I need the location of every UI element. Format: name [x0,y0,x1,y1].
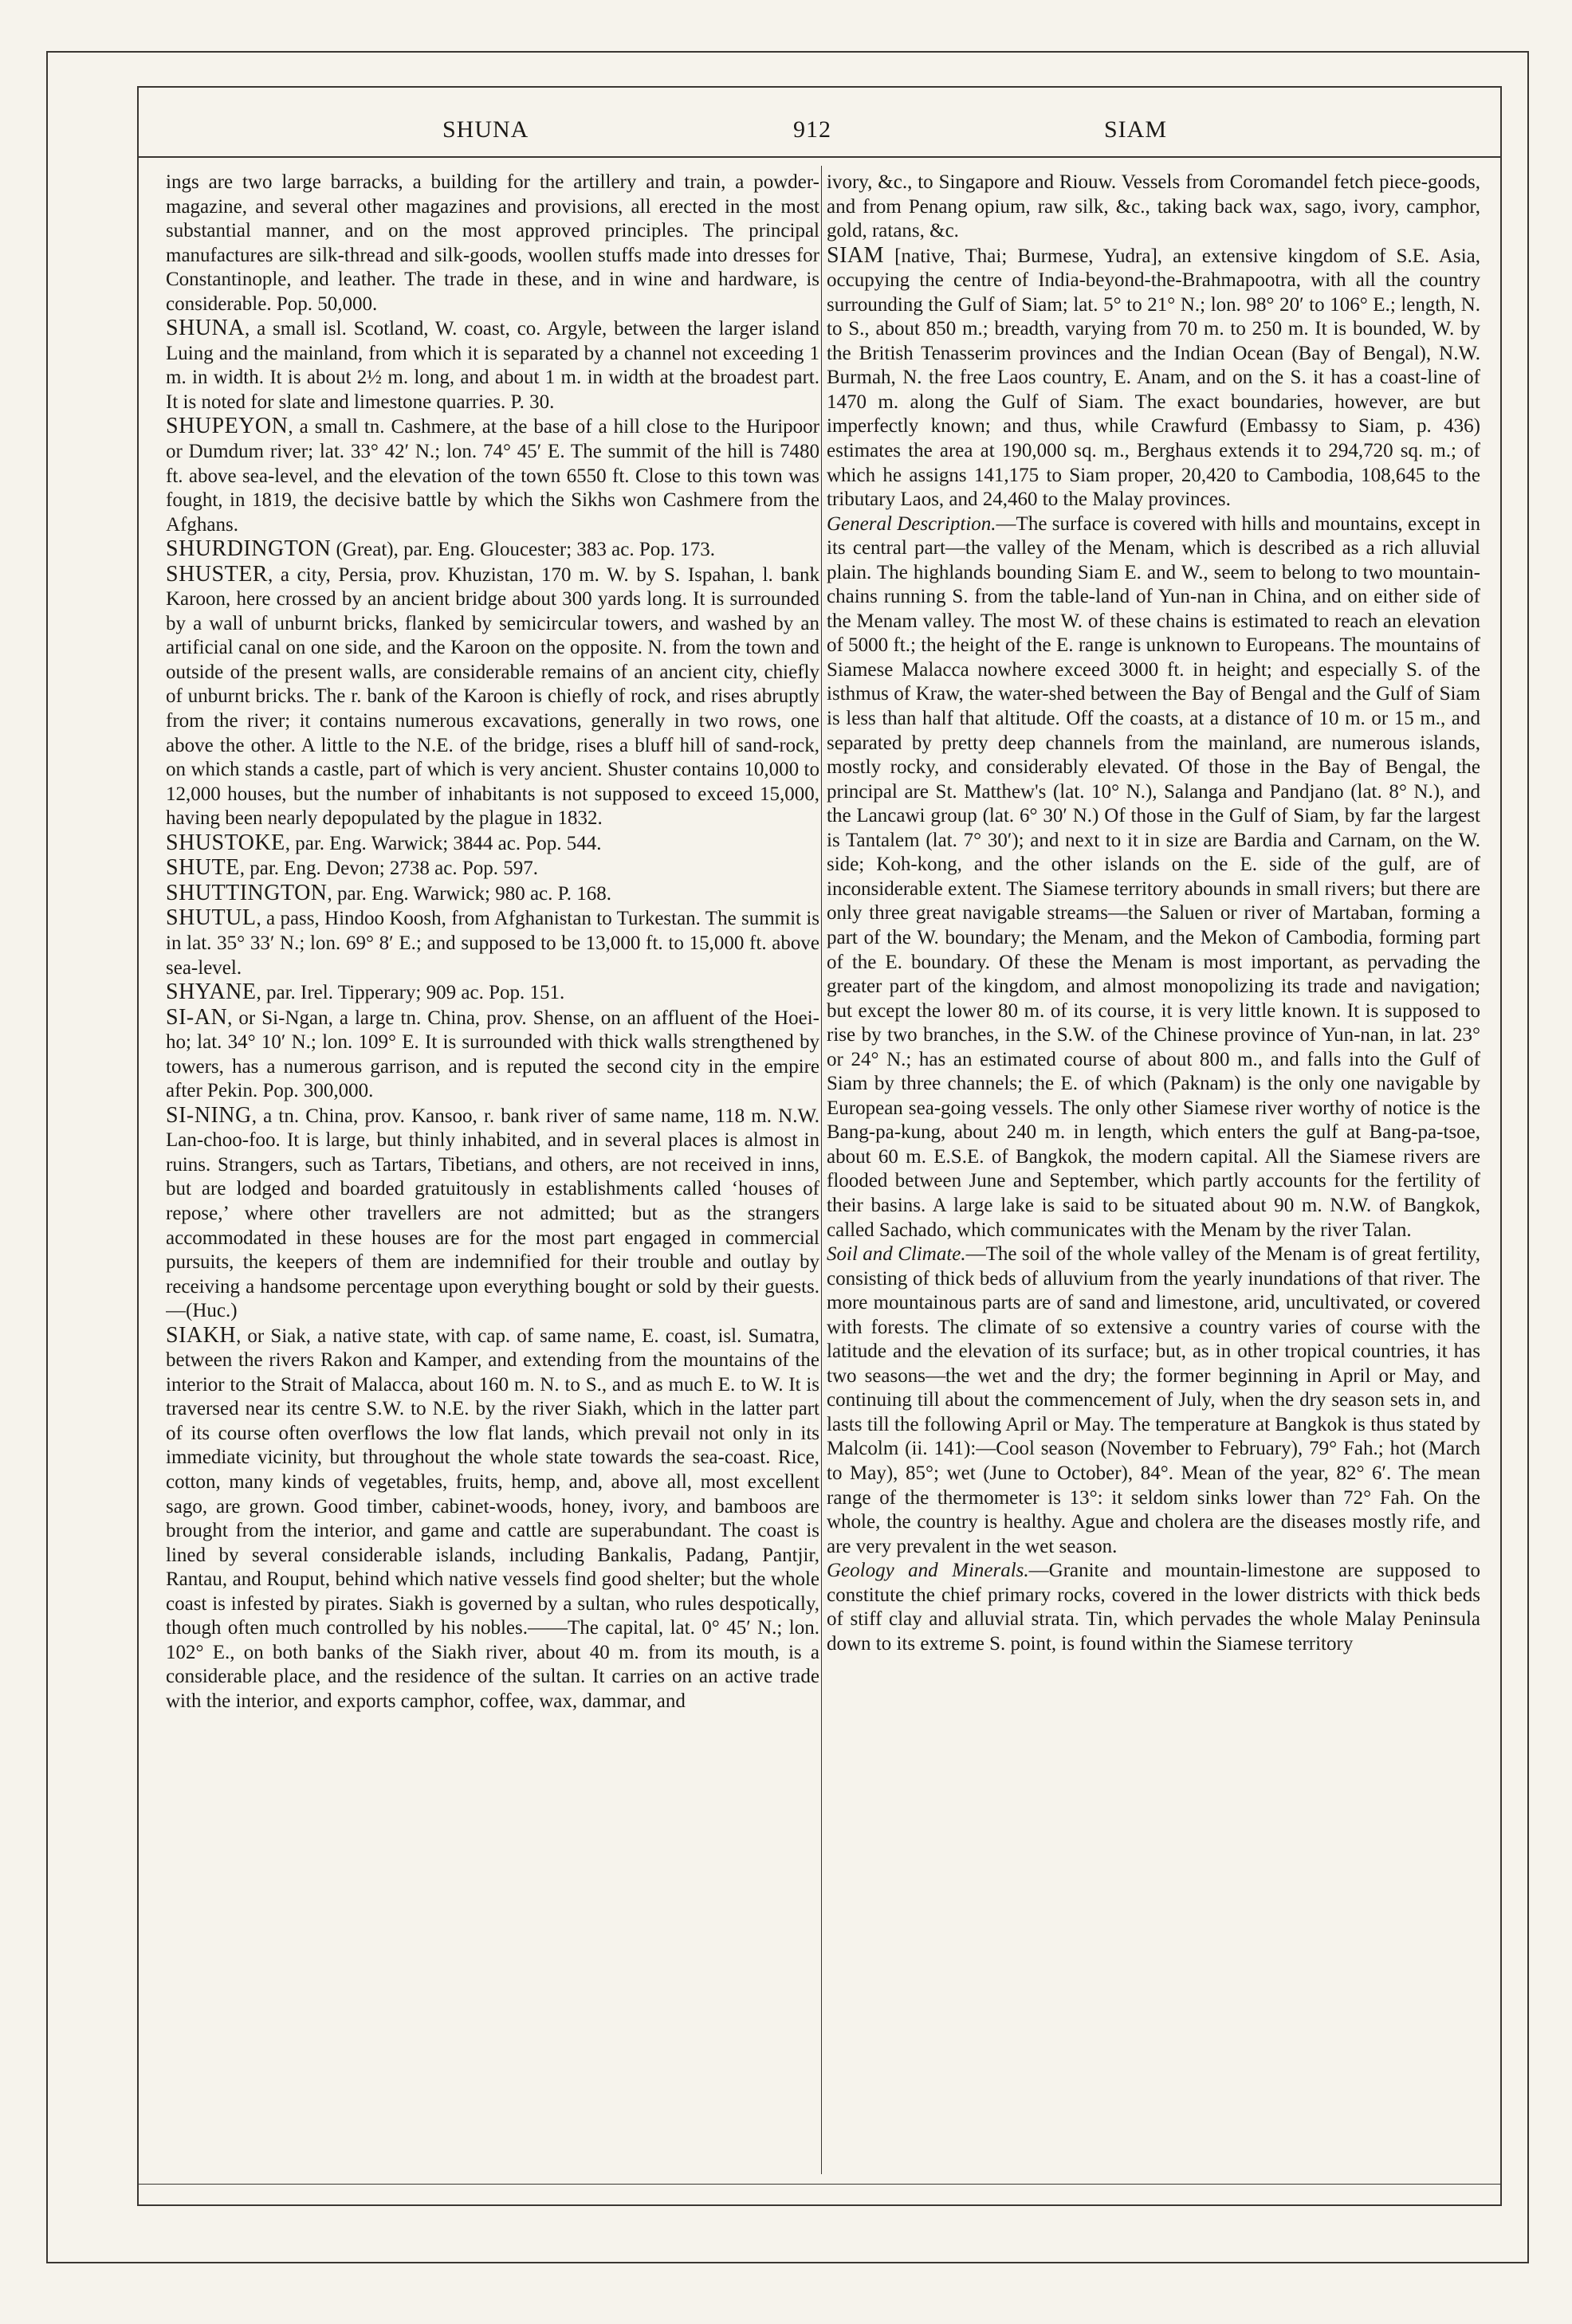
header-left-word: SHUNA [442,116,529,143]
entry-shuttington: SHUTTINGTON, par. Eng. Warwick; 980 ac. P. 168. [166,880,612,905]
entry-shurdington: SHURDINGTON (Great), par. Eng. Gloucester; 383 ac. Pop. 173. [166,536,716,562]
entry-shutul: SHUTUL, a pass, Hindoo Koosh, from Afghanistan to Turkestan. The summit is in lat. 35° 33′ N.; lon. 69° 8′ E.; and supposed to be 13,000 ft. to 15,000 ft. above sea-level. [166,905,819,979]
entry-si-an: SI-AN, or Si-Ngan, a large tn. China, prov. Shense, on an affluent of the Hoei-ho; lat. 34° 10′ N.; lon. 109° E. It is surrounded with thick walls strengthened by towers, has a numerous garrison, and is reputed the second city in the empire after Pekin. Pop. 300,000. [166,1004,819,1102]
entry-si-ning: SI-NING, a tn. China, prov. Kansoo, r. bank river of same name, 118 m. N.W. Lan-choo-foo. It is large, but thinly inhabited, and in several places is almost in ruins. Strangers, such as Tartars, Tibetians, and others, are not received in inns, but are lodged and boarded gratuitously in establishments called ‘houses of repose,’ where other travellers are not admitted; but as the strangers accommodated in these houses are for the most part engaged in commercial pursuits, the keepers of them are indemnified for their trouble and outlay by receiving a handsome percentage upon everything bought or sold by their guests.—(Huc.) [166,1102,819,1322]
outer-frame-left [46,51,48,2263]
entry-shupeyon: SHUPEYON, a small tn. Cashmere, at the base of a hill close to the Huripoor or Dumdum river; lat. 33° 42′ N.; lon. 74° 45′ E. The summit of the hill is 7480 ft. above sea-level, and the elevation of the town 6550 ft. Close to this town was fought, in 1819, the decisive battle by which the Sikhs won Cashmere from the Afghans. [166,414,819,536]
entry-shute: SHUTE, par. Eng. Devon; 2738 ac. Pop. 597. [166,855,538,881]
inner-frame-left [137,86,139,2206]
inner-frame-top [137,86,1502,88]
outer-frame-bottom [46,2262,1529,2263]
outer-frame-top [46,51,1529,53]
entry-shuna: SHUNA, a small isl. Scotland, W. coast, co. Argyle, between the larger island Luing and the mainland, from which it is separated by a channel not exceeding 1 m. in width. It is about 2½ m. long, and about 1 m. in width at the broadest part. It is noted for slate and limestone quarries. P. 30. [166,316,819,413]
section-soil-climate: Soil and Climate.—The soil of the whole valley of the Menam is of great fertility, consisting of thick beds of alluvium from the yearly inundations of that river. The more mountainous parts are of sand and limestone, arid, uncultivated, or covered with forests. The climate of so extensive a country varies of course with the latitude and the elevation of its surface; but, as in other tropical countries, it has two seasons—the wet and the dry; the former beginning in April or May, and continuing till about the commencement of July, when the dry season sets in, and lasts till the following April or May. The temperature at Bangkok is thus stated by Malcolm (ii. 141):—Cool season (November to February), 79° Fah.; hot (March to May), 85°; wet (June to October), 84°. Mean of the year, 82° 6′. The mean range of the thermometer is 13°: it seldom sinks lower than 72° Fah. On the whole, the country is healthy. Ague and cholera are the diseases mostly rife, and are very prevalent in the wet season. [827,1243,1480,1557]
inner-frame-bottom [137,2204,1502,2206]
header-right-word: SIAM [1104,116,1168,143]
column-divider [821,166,822,2174]
right-column [827,171,1480,2171]
header-rule [137,156,1502,158]
entry-siam: SIAM [native, Thai; Burmese, Yudra], an extensive kingdom of S.E. Asia, occupying the centre of India-beyond-the-Brahmapootra, with all the country surrounding the Gulf of Siam; lat. 5° to 21° N.; lon. 98° 20′ to 106° E.; length, N. to S., about 850 m.; breadth, varying from 70 m. to 250 m. It is bounded, W. by the British Tenasserim provinces and the Indian Ocean (Bay of Bengal), N.W. Burmah, N. the free Laos country, E. Anam, and on the S. it has a coast-line of 1470 m. along the Gulf of Siam. The exact boundaries, however, are but imperfectly known; and thus, while Crawfurd (Embassy to Siam, p. 436) estimates the area at 190,000 sq. m., Berghaus extends it to 294,720 sq. m.; of which he assigns 141,175 to Siam proper, 20,420 to Cambodia, 108,645 to the tributary Laos, and 24,460 to the Malay provinces. [827,242,1480,511]
entry-continuation-siakh: ivory, &c., to Singapore and Riouw. Vessels from Coromandel fetch piece-goods, and from Penang opium, raw silk, &c., taking back wax, sago, ivory, camphor, gold, ratans, &c. [827,171,1480,242]
entry-shyane: SHYANE, par. Irel. Tipperary; 909 ac. Pop. 151. [166,979,565,1005]
footer-rule [137,2184,1502,2185]
entry-siakh: SIAKH, or Siak, a native state, with cap. of same name, E. coast, isl. Sumatra, between the rivers Rakon and Kamper, and extending from the mountains of the interior to the Strait of Malacca, about 160 m. N. to S., and as much E. to W. It is traversed near its centre S.W. to N.E. by the river Siakh, which in the latter part of its course often overflows the low flat lands, which prevail not only in its immediate vicinity, but throughout the whole state towards the sea-coast. Rice, cotton, many kinds of vegetables, fruits, hemp, and, above all, most excellent sago, are grown. Good timber, cabinet-woods, honey, ivory, and bamboos are brought from the interior, and game and cattle are superabundant. The coast is lined by several considerable islands, including Bankalis, Padang, Pantjir, Rantau, and Rouput, behind which native vessels find good shelter; but the whole coast is infested by pirates. Siakh is governed by a sultan, who rules despotically, though often much controlled by his nobles.——The capital, lat. 0° 45′ N.; lon. 102° E., on both banks of the Siakh river, about 40 m. from its mouth, is a considerable place, and the residence of the sultan. It carries on an active trade with the interior, and exports camphor, coffee, wax, dammar, and [166,1322,819,1712]
section-geology-minerals: Geology and Minerals.—Granite and mountain-limestone are supposed to constitute the chief primary rocks, covered in the lower districts with thick beds of stiff clay and alluvial strata. Tin, which pervades the whole Malay Peninsula down to its extreme S. point, is found within the Siamese territory [827,1560,1480,1655]
inner-frame-right [1500,86,1502,2206]
entry-continuation: ings are two large barracks, a building for the artillery and train, a powder-magazine, and several other magazines and provisions, all erected in the most substantial manner, and on the most approved principles. The principal manufactures are silk-thread and silk-goods, woollen stuffs made into dresses for Constantinople, and leather. The trade in these, and in wine and hardware, is considerable. Pop. 50,000. [166,171,819,315]
entry-shuster: SHUSTER, a city, Persia, prov. Khuzistan, 170 m. W. by S. Ispahan, l. bank Karoon, here crossed by an ancient bridge about 300 yards long. It is surrounded by a wall of unburnt bricks, flanked by semicircular towers, and washed by an artificial canal on one side, and the Karoon on the opposite. N. from the town and outside of the present walls, are considerable remains of an ancient city, chiefly of unburnt bricks. The r. bank of the Karoon is chiefly of rock, and rises abruptly from the river; it contains numerous excavations, generally in two rows, one above the other. A little to the N.E. of the bridge, rises a bluff hill of sand-rock, on which stands a castle, part of which is very ancient. Shuster contains 10,000 to 12,000 houses, but the number of inhabitants is not supposed to exceed 15,000, having been nearly depopulated by the plague in 1832. [166,561,819,830]
section-general-description: General Description.—The surface is covered with hills and mountains, except in its central part—the valley of the Menam, which is described as a rich alluvial plain. The highlands bounding Siam E. and W., seem to belong to two mountain-chains running S. from the table-land of Yun-nan in China, and on either side of the Menam valley. The most W. of these chains is estimated to reach an elevation of 5000 ft.; the height of the E. range is unknown to Europeans. The mountains of Siamese Malacca nowhere exceed 3000 ft. in height; and especially S. of the isthmus of Kraw, the water-shed between the Bay of Bengal and the Gulf of Siam is less than half that altitude. Off the coasts, at a distance of 10 m. or 15 m., and separated by pretty deep channels from the mainland, are numerous islands, mostly rocky, and considerably elevated. Of those in the Bay of Bengal, the principal are St. Matthew's (lat. 10° N.), Salanga and Pandjano (lat. 8° N.), and the Lancawi group (lat. 6° 30′ N.) Of those in the Gulf of Siam, by far the largest is Tantalem (lat. 7° 30′); and next to it in size are Bardia and Carnam, on the W. side; Koh-kong, and the other islands on the E. side of the gulf, are of inconsiderable extent. The Siamese territory abounds in small rivers; but there are only three great navigable streams—the Saluen or river of Martaban, forming a part of the W. boundary; the Menam, and the Mekon of Cambodia, forming part of the E. boundary. Of these the Menam is most important, as pervading the greater part of the kingdom, and almost monopolizing its trade and navigation; but except the lower 80 m. of its course, it is very little known. It is supposed to rise by two branches, in the S.W. of the Chinese province of Yun-nan, in lat. 23° or 24° N.; has an estimated course of about 800 m., and falls into the Gulf of Siam by three channels; the E. of which (Paknam) is the only one navigable by European sea-going vessels. The only other Siamese river worthy of notice is the Bang-pa-kung, about 240 m. in length, which enters the gulf at Bang-pa-tsoe, about 60 m. E.S.E. of Bangkok, the modern capital. All the Siamese rivers are flooded between June and September, which partly accounts for the fertility of their basins. A large lake is said to be situated about 90 m. N.W. of Bangkok, called Sachado, which communicates with the Menam by the river Talan. [827,512,1480,1241]
left-column [166,171,819,2171]
running-header [140,110,1487,150]
entry-shustoke: SHUSTOKE, par. Eng. Warwick; 3844 ac. Pop. 544. [166,830,602,855]
outer-frame-right [1527,51,1529,2263]
page-number: 912 [793,116,831,143]
